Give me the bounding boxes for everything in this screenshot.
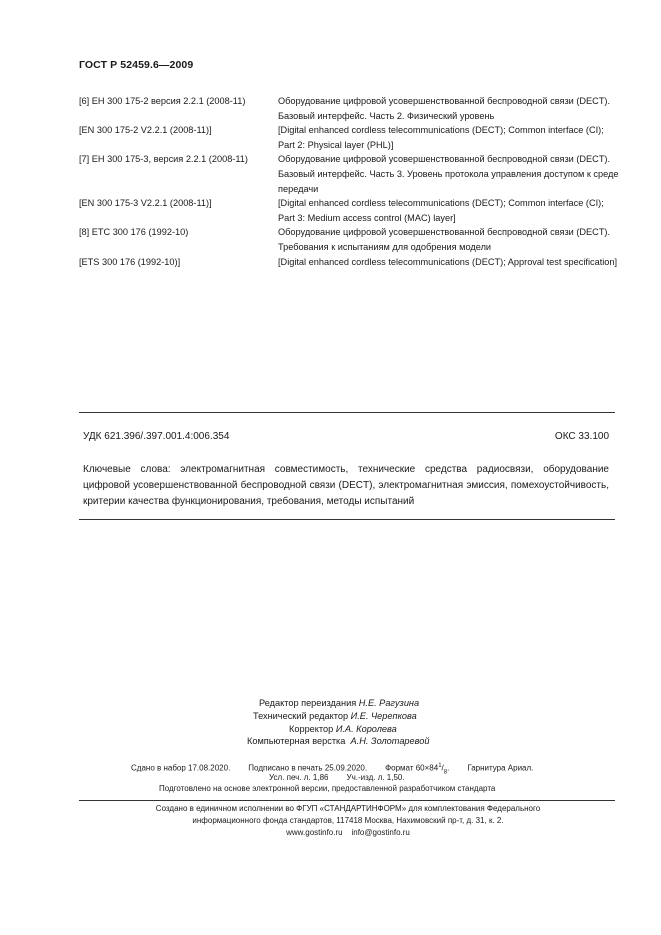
bibliography-entry bbox=[79, 196, 619, 225]
editors-block bbox=[247, 697, 429, 748]
reference-title: Оборудование цифровой усовершенствованной беспроводной связи (DECT). Базовый интерфейс. Часть 2. Физический уровень bbox=[278, 96, 611, 121]
reference-title: Оборудование цифровой усовершенствованной беспроводной связи (DECT). Базовый интерфейс. Часть 3. Уровень протокола управления доступом к среде передачи bbox=[278, 154, 619, 194]
editor-line: Редактор переиздания Н.Е. Рагузина bbox=[259, 698, 420, 708]
udk-code: УДК 621.396/.397.001.4:006.354 bbox=[83, 431, 230, 442]
editor-line: Компьютерная верстка А.Н. Золотаревой bbox=[247, 736, 430, 747]
bibliography-entry bbox=[79, 225, 619, 254]
bibliography-entry bbox=[79, 255, 619, 270]
keywords-paragraph: Ключевые слова: электромагнитная совместимость, технические средства радиосвязи, оборудование цифровой усовершенствованной беспроводной связи (DECT), электромагнитная эмиссия, помехоустойчивость, критерии качества функционирования, требования, методы испытаний bbox=[83, 464, 609, 508]
divider-bottom bbox=[79, 519, 615, 520]
editor-name: А.Н. Золотаревой bbox=[350, 736, 430, 747]
bibliography-list bbox=[79, 94, 619, 269]
footer-line: информационного фонда стандартов, 117418 Москва, Нахимовский пр-т, д. 31, к. 2. bbox=[192, 815, 504, 825]
editor-name: И.А. Королева bbox=[335, 723, 397, 734]
bibliography-entry bbox=[79, 94, 619, 123]
print-sheets-line: Усл. печ. л. 1,86 Уч.-изд. л. 1,50. bbox=[269, 773, 405, 782]
print-info-line: Сдано в набор 17.08.2020. Подписано в печать 25.09.2020. Формат $60\times 84^1/_8$. Гарнитура Ариал. bbox=[131, 763, 534, 776]
divider-footer bbox=[79, 800, 615, 801]
reference-title: [Digital enhanced cordless telecommunications (DECT); Approval test specification] bbox=[278, 256, 618, 267]
reference-code: [EN 300 175-2 V2.2.1 (2008-11)] bbox=[79, 125, 212, 136]
reference-code: [7] ЕН 300 175-3, версия 2.2.1 (2008-11) bbox=[79, 154, 248, 165]
prepared-note: Подготовлено на основе электронной версии, предоставленной разработчиком стандарта bbox=[159, 784, 496, 793]
reference-title: [Digital enhanced cordless telecommunications (DECT); Common interface (CI); Part 3: Medium access control (MAC) layer] bbox=[278, 198, 604, 223]
classification-row bbox=[83, 431, 609, 442]
document-header: ГОСТ Р 52459.6—2009 bbox=[79, 59, 194, 71]
email-link[interactable]: info@gostinfo.ru bbox=[351, 827, 410, 837]
bibliography-entry bbox=[79, 152, 619, 196]
website-link[interactable]: www.gostinfo.ru bbox=[286, 827, 343, 837]
bibliography-entry bbox=[79, 123, 619, 152]
oks-code: ОКС 33.100 bbox=[554, 431, 609, 442]
divider-top bbox=[79, 412, 615, 413]
reference-code: [ETS 300 176 (1992-10)] bbox=[79, 256, 181, 267]
reference-title: Оборудование цифровой усовершенствованной беспроводной связи (DECT). Требования к испытаниям для одобрения модели bbox=[278, 227, 611, 252]
reference-code: [8] ЕТС 300 176 (1992-10) bbox=[79, 227, 189, 238]
footer-line: Создано в единичном исполнении во ФГУП «СТАНДАРТИНФОРМ» для комплектования Федерального bbox=[155, 804, 541, 813]
reference-code: [6] ЕН 300 175-2 версия 2.2.1 (2008-11) bbox=[79, 96, 246, 106]
footer-contacts bbox=[80, 827, 616, 839]
reference-title: [Digital enhanced cordless telecommunications (DECT); Common interface (CI); Part 2: Physical layer (PHL)] bbox=[278, 125, 604, 150]
editor-line: Корректор И.А. Королева bbox=[289, 723, 397, 734]
reference-code: [EN 300 175-3 V2.2.1 (2008-11)] bbox=[79, 198, 212, 209]
publisher-footer bbox=[80, 803, 616, 838]
editor-name: И.Е. Черепкова bbox=[350, 710, 417, 721]
editor-line: Технический редактор И.Е. Черепкова bbox=[253, 710, 417, 721]
editor-name: Н.Е. Рагузина bbox=[358, 698, 420, 708]
